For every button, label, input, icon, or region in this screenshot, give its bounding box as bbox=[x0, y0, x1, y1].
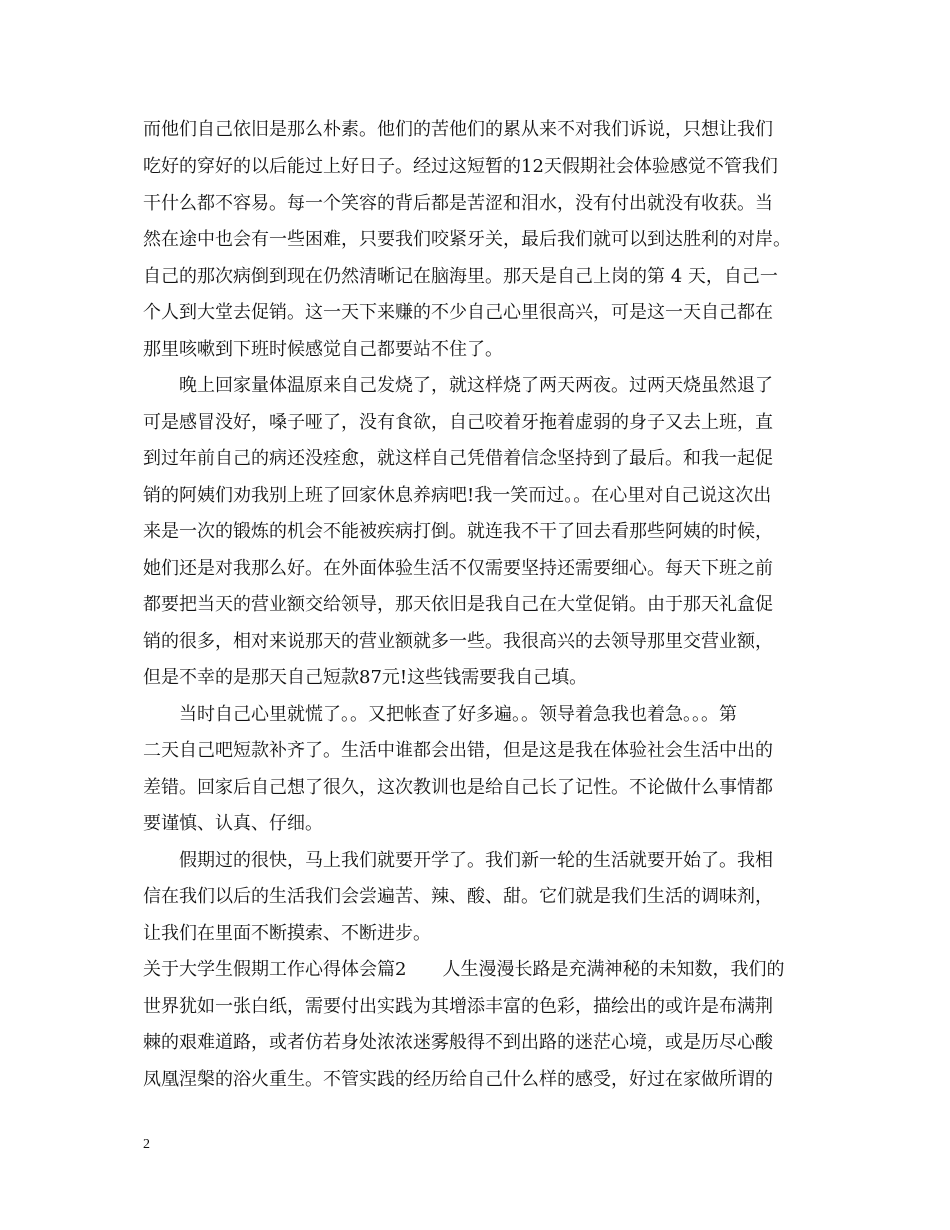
text-line: 那里咳嗽到下班时候感觉自己都要站不住了。 bbox=[143, 339, 503, 360]
paragraph-first-line: 当时自己心里就慌了。。又把帐查了好多遍。。领导着急我也着急。。。第 bbox=[179, 704, 737, 725]
text-line: 棘的艰难道路，或者仿若身处浓浓迷雾般得不到出路的迷茫心境，或是历尽心酸 bbox=[143, 1032, 773, 1053]
text-line: 但是不幸的是那天自己短款87元!这些钱需要我自己填。 bbox=[143, 667, 588, 688]
section-heading-line: 关于大学生假期工作心得体会篇2 人生漫漫长路是充满神秘的未知数，我们的 bbox=[143, 959, 785, 980]
text-line: 世界犹如一张白纸，需要付出实践为其增添丰富的色彩，描绘出的或许是布满荆 bbox=[143, 996, 773, 1017]
text-line: 凤凰涅槃的浴火重生。不管实践的经历给自己什么样的感受，好过在家做所谓的 bbox=[143, 1069, 773, 1090]
text-line: 可是感冒没好，嗓子哑了，没有食欲，自己咬着牙拖着虚弱的身子又去上班，直 bbox=[143, 412, 773, 433]
text-line: 要谨慎、认真、仔细。 bbox=[143, 813, 323, 834]
text-line: 自己的那次病倒到现在仍然清晰记在脑海里。那天是自己上岗的第 4 天，自己一 bbox=[143, 266, 778, 287]
text-line: 她们还是对我那么好。在外面体验生活不仅需要坚持还需要细心。每天下班之前 bbox=[143, 558, 773, 579]
paragraph-first-line: 假期过的很快，马上我们就要开学了。我们新一轮的生活就要开始了。我相 bbox=[179, 850, 773, 871]
text-line: 然在途中也会有一些困难，只要我们咬紧牙关，最后我们就可以到达胜利的对岸。 bbox=[143, 229, 791, 250]
text-line: 销的很多，相对来说那天的营业额就多一些。我很高兴的去领导那里交营业额， bbox=[143, 631, 773, 652]
text-line: 来是一次的锻炼的机会不能被疾病打倒。就连我不干了回去看那些阿姨的时候， bbox=[143, 521, 773, 542]
text-line: 个人到大堂去促销。这一天下来赚的不少自己心里很高兴，可是这一天自己都在 bbox=[143, 302, 773, 323]
paragraph-first-line: 晚上回家量体温原来自己发烧了，就这样烧了两天两夜。过两天烧虽然退了 bbox=[179, 375, 773, 396]
text-line: 吃好的穿好的以后能过上好日子。经过这短暂的12天假期社会体验感觉不管我们 bbox=[143, 156, 778, 177]
text-line: 销的阿姨们劝我别上班了回家休息养病吧!我一笑而过。。在心里对自己说这次出 bbox=[143, 485, 772, 506]
text-line: 差错。回家后自己想了很久，这次教训也是给自己长了记性。不论做什么事情都 bbox=[143, 777, 773, 798]
text-line: 二天自己吧短款补齐了。生活中谁都会出错，但是这是我在体验社会生活中出的 bbox=[143, 740, 773, 761]
text-line: 信在我们以后的生活我们会尝遍苦、辣、酸、甜。它们就是我们生活的调味剂， bbox=[143, 886, 773, 907]
text-line: 干什么都不容易。每一个笑容的背后都是苦涩和泪水，没有付出就没有收获。当 bbox=[143, 193, 773, 214]
page-number: 2 bbox=[143, 1137, 150, 1152]
text-line: 都要把当天的营业额交给领导，那天依旧是我自己在大堂促销。由于那天礼盒促 bbox=[143, 594, 773, 615]
text-line: 而他们自己依旧是那么朴素。他们的苦他们的累从来不对我们诉说，只想让我们 bbox=[143, 119, 773, 140]
text-line: 让我们在里面不断摸索、不断进步。 bbox=[143, 923, 431, 944]
text-line: 到过年前自己的病还没痊愈，就这样自己凭借着信念坚持到了最后。和我一起促 bbox=[143, 448, 773, 469]
